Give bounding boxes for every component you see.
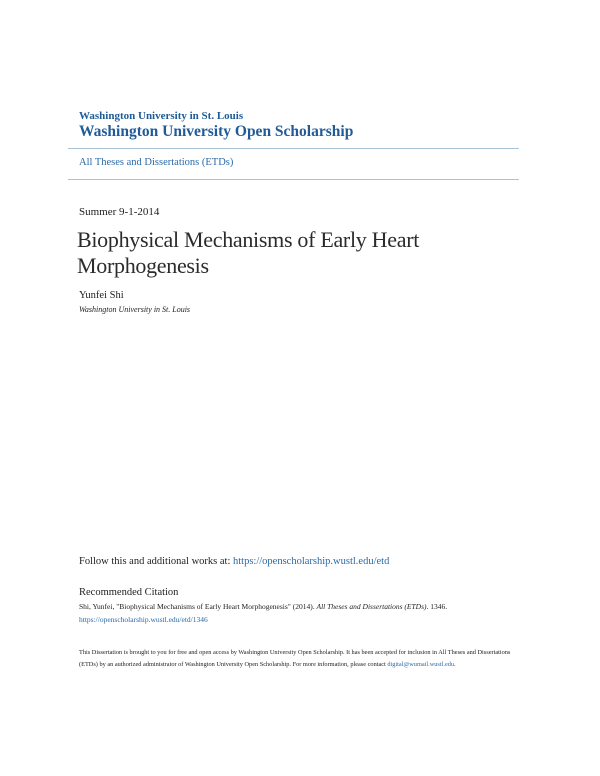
follow-line <box>79 556 389 567</box>
contact-email-link[interactable]: digital@wumail.wustl.edu <box>387 661 455 668</box>
follow-link[interactable]: https://openscholarship.wustl.edu/etd <box>233 556 390 567</box>
citation-text: Shi, Yunfei, "Biophysical Mechanisms of Early Heart Morphogenesis" (2014). <box>79 602 317 611</box>
title-line-1: Biophysical Mechanisms of Early Heart <box>77 227 420 252</box>
citation-number: . 1346. <box>426 602 448 611</box>
citation-block <box>79 602 447 624</box>
author-affiliation: Washington University in St. Louis <box>79 305 191 314</box>
recommended-citation-heading: Recommended Citation <box>79 587 179 598</box>
series-link[interactable]: All Theses and Dissertations (ETDs) <box>79 157 234 168</box>
title-line-2: Morphogenesis <box>77 253 209 278</box>
publication-date: Summer 9-1-2014 <box>79 206 160 218</box>
institution-link[interactable]: Washington University in St. Louis <box>79 110 244 122</box>
document-title <box>77 227 517 279</box>
notice-end: . <box>454 661 456 668</box>
divider-bottom <box>68 179 519 180</box>
citation-link[interactable]: https://openscholarship.wustl.edu/etd/1346 <box>79 615 208 624</box>
repository-link[interactable]: Washington University Open Scholarship <box>79 123 354 140</box>
access-notice <box>79 647 519 671</box>
follow-text: Follow this and additional works at: <box>79 556 233 567</box>
notice-text: This Dissertation is brought to you for free and open access by Washington University Open Scholarship. It has been accepted for inclusion in All Theses and Dissertations (ETDs) by an authorized administrator of Washington University Open Scholarship. For more information, please contact <box>79 649 511 668</box>
divider-top <box>68 148 519 149</box>
citation-series: All Theses and Dissertations (ETDs) <box>316 602 427 611</box>
author-name: Yunfei Shi <box>79 290 124 301</box>
